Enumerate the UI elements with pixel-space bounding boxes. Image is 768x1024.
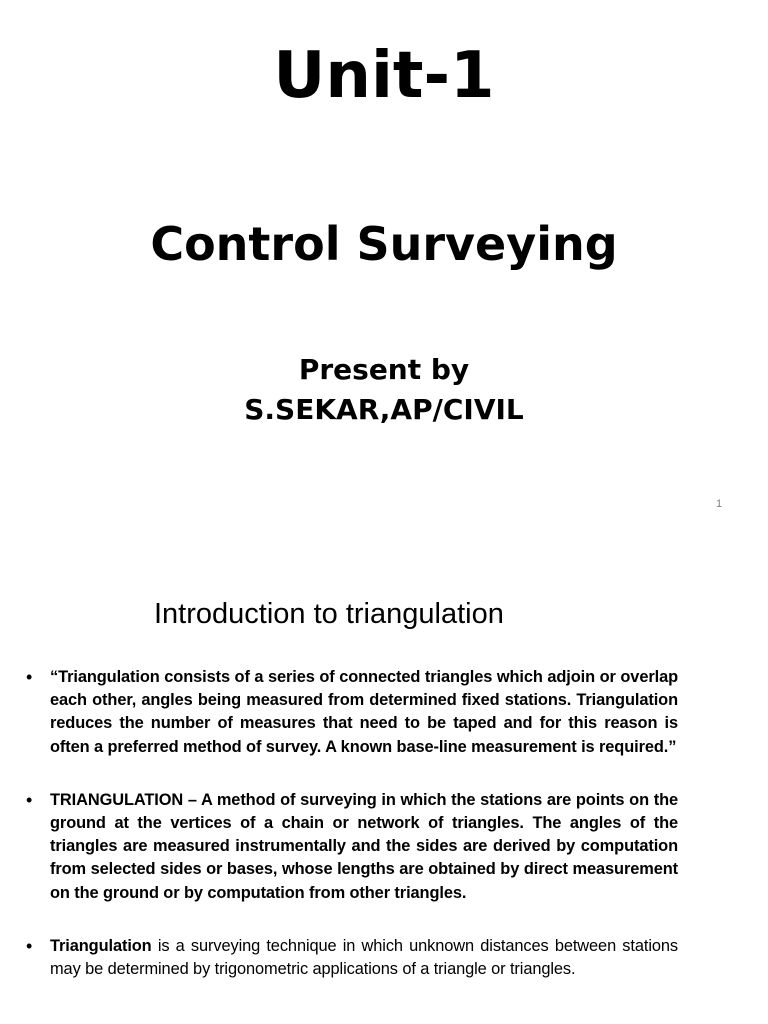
presenter-name: S.SEKAR,AP/CIVIL (244, 393, 524, 426)
bullet-icon: • (26, 667, 33, 687)
bullet-text: “Triangulation consists of a series of connected triangles which adjoin or overlap each other, angles being measured from determined fixed stations. Triangulation reduces the number of measures that need to be taped and for this reason is often a preferred method of survey. A known base-line measurement is required.” (50, 668, 678, 756)
bullet-list (22, 666, 678, 1011)
slide-heading: Introduction to triangulation (154, 598, 504, 630)
bullet-icon: • (26, 935, 33, 956)
bullet-rest: is a surveying technique in which unknown distances between stations may be determined by trigonometric applications of a triangle or triangles. (50, 936, 678, 979)
presenter-block (0, 350, 768, 430)
slide-number: 1 (716, 498, 723, 510)
content-slide (0, 560, 768, 1024)
presenter-label: Present by (298, 353, 470, 386)
bullet-item (22, 666, 678, 759)
course-title: Control Surveying (150, 217, 618, 271)
bullet-text: TRIANGULATION – A method of surveying in which the stations are points on the ground at the vertices of a chain or network of triangles. The angles of the triangles are measured instrumentally and the sides are derived by computation from selected sides or bases, whose lengths are obtained by direct measurement on the ground or by computation from other triangles. (50, 790, 678, 902)
bullet-item (22, 789, 678, 905)
bullet-term: Triangulation (50, 936, 152, 955)
unit-title: Unit-1 (273, 39, 495, 113)
bullet-text (50, 935, 678, 981)
bullet-icon: • (26, 789, 33, 810)
bullet-item (22, 935, 678, 981)
slide-divider (0, 512, 768, 560)
